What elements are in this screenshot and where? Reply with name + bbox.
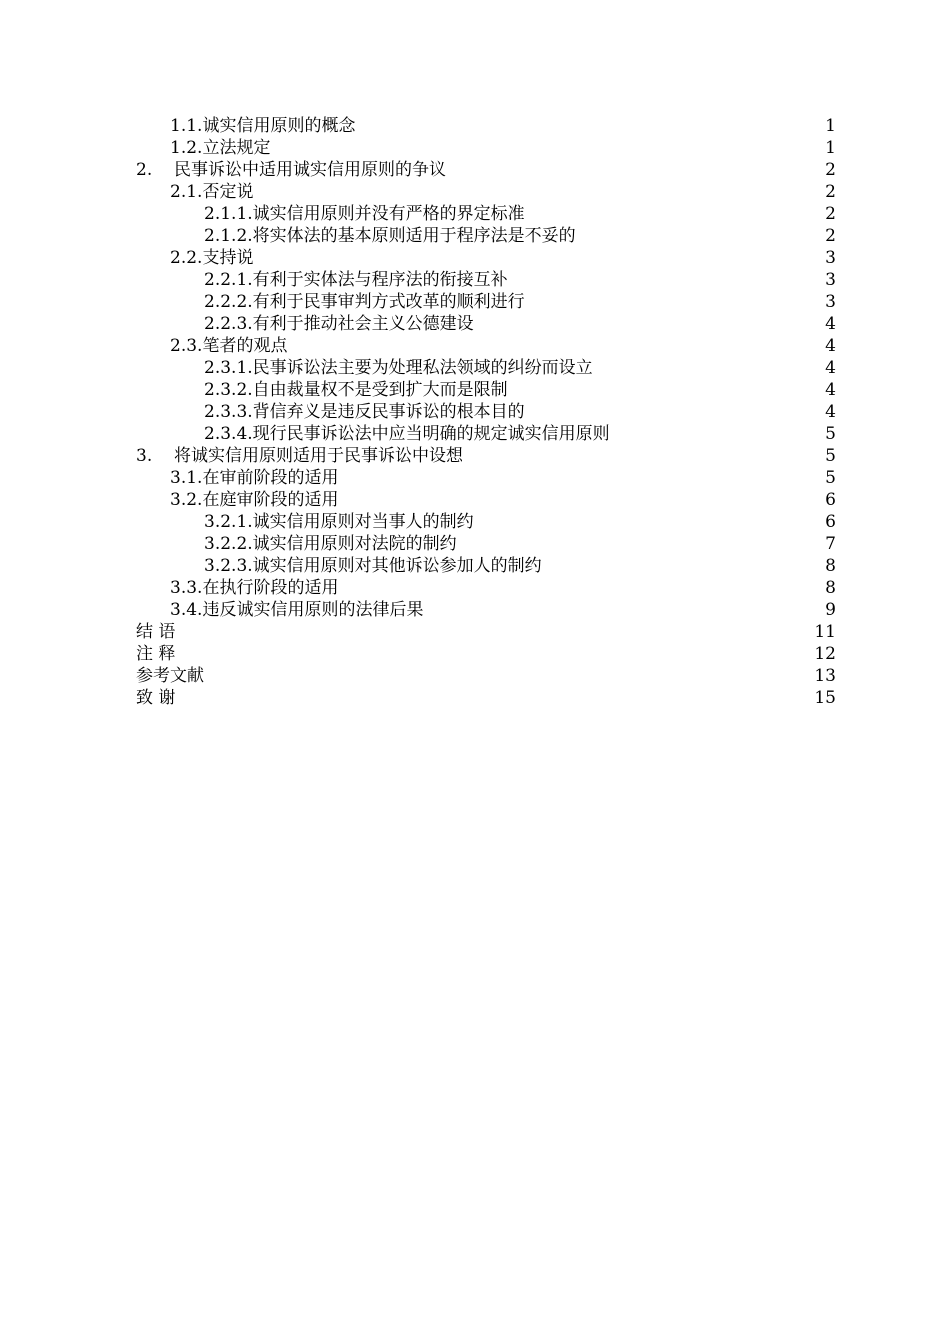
toc-entry[interactable]: [136, 533, 836, 555]
toc-entry-number: 3.3.: [170, 578, 203, 598]
toc-entry-number: 2.2.3.: [204, 314, 253, 334]
toc-entry-title: [204, 555, 542, 577]
toc-entry[interactable]: [136, 357, 836, 379]
toc-entry-title: [136, 159, 446, 181]
toc-entry-page-number: 13: [814, 666, 836, 686]
toc-entry[interactable]: [136, 313, 836, 335]
toc-entry-page-number: 11: [814, 622, 836, 642]
toc-entry-page-number: 12: [814, 644, 836, 664]
toc-entry[interactable]: [136, 225, 836, 247]
toc-entry-title: [204, 401, 525, 423]
toc-entry[interactable]: [136, 137, 836, 159]
toc-entry[interactable]: [136, 115, 836, 137]
toc-entry-text: 在执行阶段的适用: [202, 578, 339, 598]
toc-entry[interactable]: [136, 379, 836, 401]
toc-entry-page-number: 6: [825, 490, 836, 510]
toc-entry[interactable]: [136, 401, 836, 423]
toc-entry-text: 将诚实信用原则适用于民事诉讼中设想: [174, 446, 463, 466]
toc-entry-title: [204, 511, 474, 533]
toc-entry-page-number: 3: [825, 270, 836, 290]
toc-entry-text: 诚实信用原则并没有严格的界定标准: [252, 204, 525, 224]
toc-entry-title: [170, 181, 253, 203]
toc-entry-text: 参考文献: [136, 666, 204, 686]
toc-entry[interactable]: [136, 643, 836, 665]
toc-entry-title: [170, 467, 338, 489]
toc-entry-title: [170, 577, 338, 599]
toc-entry-page-number: 2: [825, 226, 836, 246]
toc-entry-page-number: 3: [825, 248, 836, 268]
toc-entry-title: [204, 357, 593, 379]
toc-entry-number: 3.2.3.: [204, 556, 253, 576]
toc-entry-page-number: 6: [825, 512, 836, 532]
toc-entry-title: [136, 643, 175, 665]
toc-entry-title: [136, 687, 175, 709]
toc-entry-number: 3.2.2.: [204, 534, 253, 554]
toc-entry-page-number: 5: [825, 446, 836, 466]
toc-entry-text: 现行民事诉讼法中应当明确的规定诚实信用原则: [252, 424, 610, 444]
toc-entry-page-number: 7: [825, 534, 836, 554]
toc-entry-text: 立法规定: [202, 138, 271, 158]
toc-entry-text: 在审前阶段的适用: [202, 468, 339, 488]
toc-entry-number: 3.2.: [170, 490, 203, 510]
toc-entry-number: 2.3.3.: [204, 402, 253, 422]
toc-entry-number: 1.2.: [170, 138, 203, 158]
toc-entry-number: 2.3.4.: [204, 424, 253, 444]
toc-entry-text: 注 释: [136, 644, 176, 664]
toc-entry-number: 3.4.: [170, 600, 203, 620]
toc-entry-title: [170, 335, 287, 357]
toc-entry-text: 否定说: [202, 182, 254, 202]
toc-entry-title: [170, 137, 270, 159]
toc-entry-text: 背信弃义是违反民事诉讼的根本目的: [252, 402, 525, 422]
toc-entry-page-number: 15: [814, 688, 836, 708]
toc-entry[interactable]: [136, 247, 836, 269]
toc-entry-page-number: 4: [825, 336, 836, 356]
toc-entry-page-number: 4: [825, 402, 836, 422]
toc-entry-number: 3.: [136, 446, 153, 466]
toc-entry-text: 诚实信用原则对其他诉讼参加人的制约: [252, 556, 542, 576]
toc-entry-number: 2.3.: [170, 336, 203, 356]
toc-entry-page-number: 4: [825, 358, 836, 378]
toc-entry-number: 2.2.2.: [204, 292, 253, 312]
toc-entry-title: [204, 379, 508, 401]
toc-entry-text: 在庭审阶段的适用: [202, 490, 339, 510]
toc-entry-title: [136, 621, 175, 643]
toc-entry[interactable]: [136, 577, 836, 599]
toc-entry-page-number: 4: [825, 380, 836, 400]
toc-entry-title: [170, 115, 355, 137]
toc-entry[interactable]: [136, 489, 836, 511]
toc-entry-title: [204, 203, 525, 225]
toc-entry-page-number: 2: [825, 160, 836, 180]
toc-entry-page-number: 1: [825, 138, 836, 158]
toc-entry-page-number: 8: [825, 578, 836, 598]
toc-entry-number: 2.1.1.: [204, 204, 253, 224]
toc-entry[interactable]: [136, 181, 836, 203]
toc-entry-title: [136, 445, 463, 467]
toc-entry-text: 笔者的观点: [202, 336, 288, 356]
toc-entry-number: 2.: [136, 160, 153, 180]
toc-entry-title: [204, 313, 474, 335]
toc-entry-number: 2.2.: [170, 248, 203, 268]
toc-entry-page-number: 1: [825, 116, 836, 136]
toc-entry-text: 将实体法的基本原则适用于程序法是不妥的: [252, 226, 576, 246]
toc-entry-title: [170, 599, 423, 621]
toc-entry[interactable]: [136, 665, 836, 687]
toc-entry-text: 民事诉讼法主要为处理私法领域的纠纷而设立: [252, 358, 593, 378]
toc-entry[interactable]: [136, 159, 836, 181]
toc-entry-page-number: 9: [825, 600, 836, 620]
toc-entry[interactable]: [136, 467, 836, 489]
toc-entry-text: 支持说: [202, 248, 254, 268]
toc-entry[interactable]: [136, 621, 836, 643]
toc-entry-text: 诚实信用原则对法院的制约: [252, 534, 457, 554]
toc-entry-number: 2.2.1.: [204, 270, 253, 290]
toc-entry-page-number: 8: [825, 556, 836, 576]
toc-entry-number: 3.1.: [170, 468, 203, 488]
toc-entry-number: 1.1.: [170, 116, 203, 136]
toc-entry[interactable]: [136, 599, 836, 621]
toc-entry-title: [204, 533, 457, 555]
toc-entry-number: 2.3.1.: [204, 358, 253, 378]
toc-entry[interactable]: [136, 335, 836, 357]
toc-entry-title: [204, 225, 576, 247]
toc-entry[interactable]: [136, 511, 836, 533]
toc-entry[interactable]: [136, 445, 836, 467]
toc-entry-text: 有利于推动社会主义公德建设: [252, 314, 474, 334]
toc-entry-title: [170, 489, 338, 511]
toc-entry-page-number: 2: [825, 182, 836, 202]
toc-entry-number: 2.3.2.: [204, 380, 253, 400]
toc-entry-text: 自由裁量权不是受到扩大而是限制: [252, 380, 508, 400]
toc-entry[interactable]: [136, 555, 836, 577]
toc-entry-title: [204, 269, 508, 291]
toc-entry-title: [204, 423, 610, 445]
toc-entry[interactable]: [136, 203, 836, 225]
toc-entry-page-number: 2: [825, 204, 836, 224]
toc-entry-title: [136, 665, 204, 687]
toc-entry[interactable]: [136, 269, 836, 291]
toc-entry-page-number: 4: [825, 314, 836, 334]
toc-entry-text: 有利于民事审判方式改革的顺利进行: [252, 292, 525, 312]
toc-entry-page-number: 3: [825, 292, 836, 312]
toc-entry-number: 2.1.2.: [204, 226, 253, 246]
toc-entry-page-number: 5: [825, 468, 836, 488]
toc-entry[interactable]: [136, 291, 836, 313]
toc-entry-page-number: 5: [825, 424, 836, 444]
toc-entry[interactable]: [136, 687, 836, 709]
toc-entry-text: 诚实信用原则的概念: [202, 116, 356, 136]
toc-entry-title: [170, 247, 253, 269]
toc-entry-text: 有利于实体法与程序法的衔接互补: [252, 270, 508, 290]
toc-entry-number: 2.1.: [170, 182, 203, 202]
toc-entry-text: 致 谢: [136, 688, 176, 708]
toc-entry-text: 诚实信用原则对当事人的制约: [252, 512, 474, 532]
toc-entry-title: [204, 291, 525, 313]
toc-entry-text: 结 语: [136, 622, 176, 642]
table-of-contents: [136, 115, 836, 709]
toc-entry[interactable]: [136, 423, 836, 445]
toc-entry-text: 违反诚实信用原则的法律后果: [202, 600, 424, 620]
toc-entry-text: 民事诉讼中适用诚实信用原则的争议: [174, 160, 446, 180]
toc-entry-number: 3.2.1.: [204, 512, 253, 532]
